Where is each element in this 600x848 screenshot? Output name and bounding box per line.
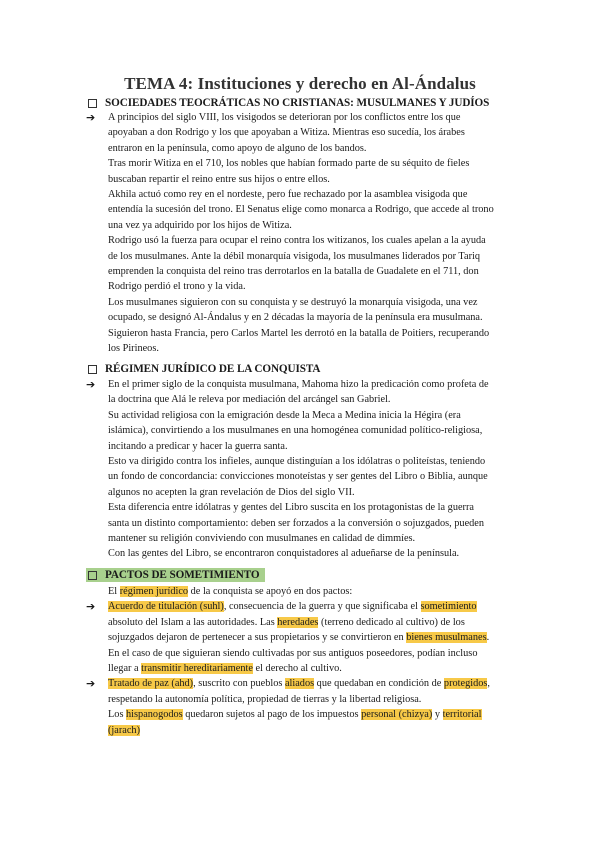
text-line: islámica), convirtiendo a los musulmanes en una homogénea comunidad político-religiosa, xyxy=(108,425,483,437)
highlight: personal (chizya) xyxy=(361,709,433,721)
text-line: Akhila actuó como rey en el nordeste, pero fue rechazado por la asamblea visigoda que xyxy=(108,189,468,201)
highlight: Tratado de paz (ahd) xyxy=(108,678,194,690)
section-body-sociedades xyxy=(86,110,522,357)
highlight: heredades xyxy=(277,616,319,628)
highlight: transmitir hereditariamente xyxy=(141,663,253,675)
highlight: territorial xyxy=(442,709,482,721)
text-line: En el caso de que siguieran siendo cultivadas por sus antiguos poseedores, podían incluso xyxy=(108,647,478,659)
text-line: Los musulmanes siguieron con su conquista y se destruyó la monarquía visigoda, una vez xyxy=(108,296,478,308)
highlight: hispanogodos xyxy=(126,709,183,721)
text-line: Con las gentes del Libro, se encontraron conquistadores al adueñarse de la península. xyxy=(108,548,460,560)
section-body-regimen xyxy=(86,377,522,562)
text-line: entraron en la península, como apoyo de alguno de los bandos. xyxy=(108,142,367,154)
highlight: (jarach) xyxy=(108,724,141,736)
text-line: un fondo de concordancia: convicciones monoteístas y ser gentes del Libro o Biblia, aunque xyxy=(108,471,488,483)
highlight: sometimiento xyxy=(420,601,477,613)
arrow-right-icon: ➔ xyxy=(86,600,96,614)
section-heading-text: RÉGIMEN JURÍDICO DE LA CONQUISTA xyxy=(105,363,321,375)
text-line: Tras morir Witiza en el 710, los nobles que habían formado parte de su séquito de fieles xyxy=(108,158,470,170)
text-line: buscaban repartir el reino entre sus hijos o entre ellos. xyxy=(108,173,330,185)
text-line: A principios del siglo VIII, los visigodos se deterioran por los conflictos entre los que xyxy=(108,112,461,123)
checkbox-icon[interactable] xyxy=(88,571,97,580)
highlight: bienes musulmanes xyxy=(406,632,487,644)
text-line xyxy=(108,723,522,738)
text-line: ocupado, se designó Al-Ándalus y en 2 décadas la mayoría de la península era musulmana. xyxy=(108,312,483,324)
text-line: absoluto del Islam a las autoridades. Las heredades (terreno dedicado al cultivo) de los xyxy=(108,616,465,628)
text-line: los Pirineos. xyxy=(108,343,159,355)
text-line: Los hispanogodos quedaron sujetos al pago de los impuestos personal (chizya) y territorial xyxy=(108,709,482,721)
text-line: Tratado de paz (ahd), suscrito con pueblos aliados que quedaban en condición de protegidos, xyxy=(108,678,490,690)
arrow-right-icon: ➔ xyxy=(86,111,96,124)
text-line: emprenden la conquista del reino tras derrotarlos en la batalla de Guadalete en el 711, don xyxy=(108,266,479,278)
text-line: Rodrigo usó la fuerza para ocupar el reino contra los witizanos, los cuales apelan a la ayuda xyxy=(108,235,486,247)
text-line: santa un distinto comportamiento: deben ser forzados a la conversión o sojuzgados, pueden xyxy=(108,517,485,529)
checkbox-icon[interactable] xyxy=(88,99,97,108)
text-line: Acuerdo de titulación (suhl), consecuencia de la guerra y que significaba el sometimiento xyxy=(108,601,477,613)
section-body-pactos xyxy=(86,584,522,738)
text-line: Esto va dirigido contra los infieles, aunque distinguían a los idólatras o politeístas, teniendo xyxy=(108,456,486,468)
highlight: Acuerdo de titulación (suhl) xyxy=(108,601,224,613)
text-line: algunos no acepten la gran revelación de Dios del siglo VII. xyxy=(108,486,355,498)
text-line: Rodrigo perdió el trono y la vida. xyxy=(108,281,246,293)
text-line: Siguieron hasta Francia, pero Carlos Martel les derrotó en la batalla de Poitiers, recuperando xyxy=(108,327,490,339)
text-line: respetando la autonomía política, propiedad de tierras y la libertad religiosa. xyxy=(108,693,422,705)
checkbox-icon[interactable] xyxy=(88,365,97,374)
text-line: Esta diferencia entre idólatras y gentes del Libro suscita en los protagonistas de la guerra xyxy=(108,502,474,514)
highlight: aliados xyxy=(284,678,315,690)
text-line: apoyaban a don Rodrigo y los que apoyaban a Witiza. Mientras eso sucedía, los árabes xyxy=(108,127,465,139)
text-line: la doctrina que Alá le releva por mediación del arcángel san Gabriel. xyxy=(108,394,391,406)
text-line: Su actividad religiosa con la emigración desde la Meca a Medina inicia la Hégira (era xyxy=(108,409,461,421)
text-line: mantener su religión conviviendo con musulmanes en calidad de dimmíes. xyxy=(108,533,416,545)
highlight: régimen jurídico xyxy=(119,586,189,597)
text-line: En el primer siglo de la conquista musulmana, Mahoma hizo la predicación como profeta de xyxy=(108,379,489,390)
text-line: entendía la sucesión del trono. El Senatus elige como monarca a Rodrigo, que accede al trono xyxy=(108,204,494,216)
section-heading-pactos xyxy=(86,568,265,582)
text-line: una vez ya adquirido por los hijos de Witiza. xyxy=(108,219,292,231)
section-heading-text: PACTOS DE SOMETIMIENTO xyxy=(105,569,260,581)
intro-line: El régimen jurídico de la conquista se apoyó en dos pactos: xyxy=(108,586,353,597)
page-title: TEMA 4: Instituciones y derecho en Al-Ándalus xyxy=(124,74,476,93)
section-heading-regimen xyxy=(88,363,320,375)
text-line: sojuzgados dejaron de pertenecer a sus propietarios y se convirtieron en bienes musulmanes. xyxy=(108,632,490,644)
section-heading-text: SOCIEDADES TEOCRÁTICAS NO CRISTIANAS: MUSULMANES Y JUDÍOS xyxy=(105,97,490,109)
text-line: llegar a transmitir hereditariamente el derecho al cultivo. xyxy=(108,663,342,675)
arrow-right-icon: ➔ xyxy=(86,378,96,391)
text-line: incitando a predicar y hacer la guerra santa. xyxy=(108,440,288,452)
text-line: de los musulmanes. Ante la débil monarquía visigoda, los musulmanes liderados por Tariq xyxy=(108,250,481,262)
arrow-right-icon: ➔ xyxy=(86,677,96,691)
section-heading-sociedades xyxy=(88,97,489,109)
highlight: protegidos xyxy=(443,678,488,690)
